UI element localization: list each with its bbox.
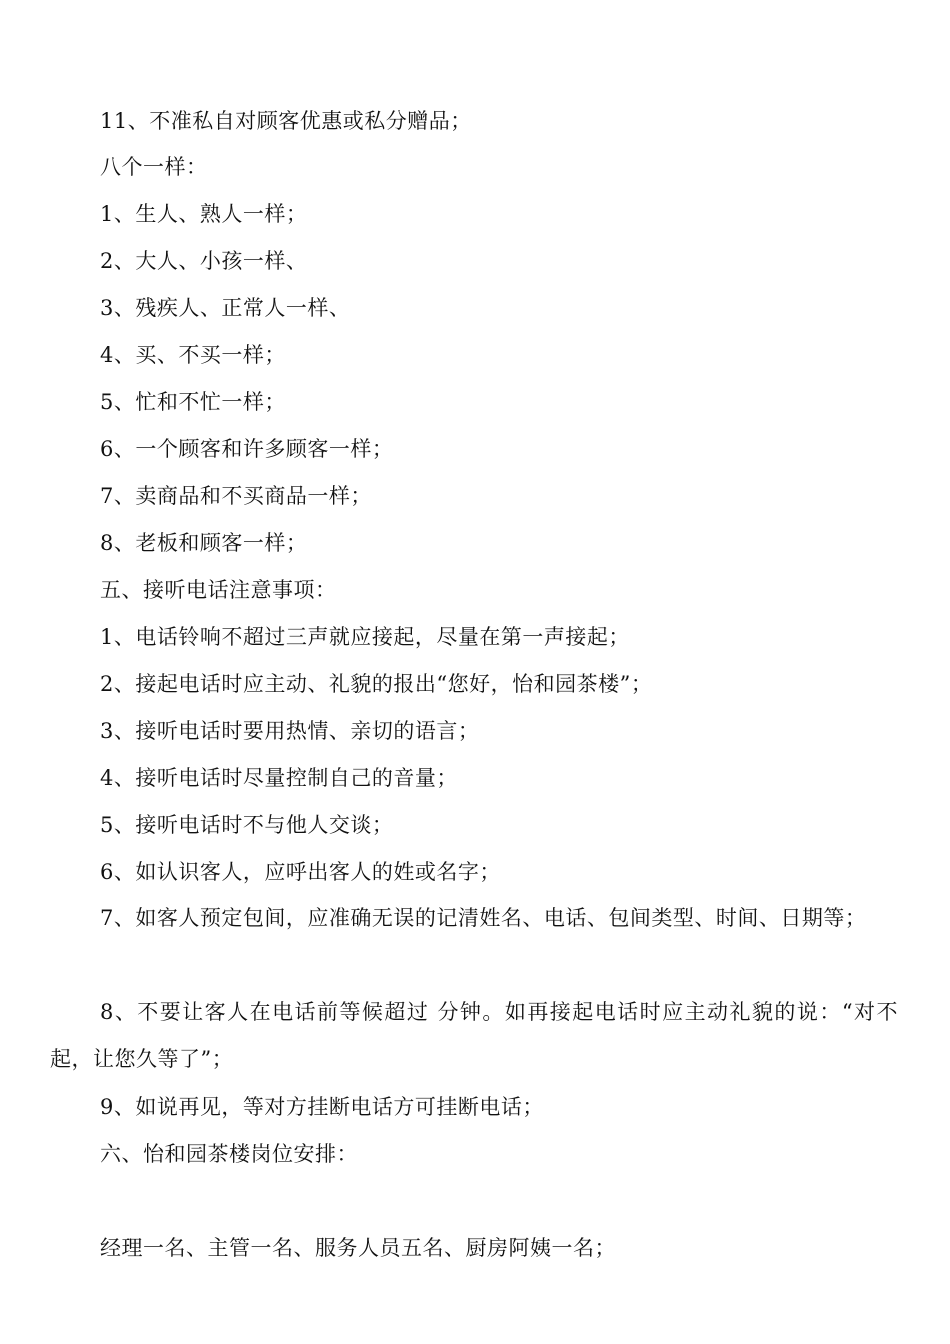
phone-section-heading: 五、接听电话注意事项：: [100, 578, 337, 602]
phone-item-5: 5、接听电话时不与他人交谈；: [100, 813, 394, 837]
eight-same-heading: 八个一样：: [100, 155, 208, 179]
rule-11-text: 11、不准私自对顾客优惠或私分赠品；: [100, 109, 472, 133]
phone-item-1: 1、电话铃响不超过三声就应接起，尽量在第一声接起；: [100, 625, 630, 649]
phone-item-9: 9、如说再见，等对方挂断电话方可挂断电话；: [100, 1095, 544, 1119]
same-item-1: 1、生人、熟人一样；: [100, 202, 308, 226]
phone-item-7: 7、如客人预定包间，应准确无误的记清姓名、电话、包间类型、时间、日期等；: [100, 906, 867, 930]
same-item-8: 8、老板和顾客一样；: [100, 531, 308, 555]
phone-item-6: 6、如认识客人，应呼出客人的姓或名字；: [100, 860, 501, 884]
same-item-4: 4、买、不买一样；: [100, 343, 286, 367]
same-item-6: 6、一个顾客和许多顾客一样；: [100, 437, 394, 461]
staffing-section-heading: 六、怡和园茶楼岗位安排：: [100, 1142, 358, 1166]
phone-item-2: 2、接起电话时应主动、礼貌的报出“您好，怡和园茶楼”；: [100, 672, 653, 696]
phone-item-8: 8、不要让客人在电话前等候超过 分钟。如再接起电话时应主动礼貌的说：“对不起，让您久等了”；: [50, 1000, 898, 1071]
same-item-5: 5、忙和不忙一样；: [100, 390, 286, 414]
staffing-list: 经理一名、主管一名、服务人员五名、厨房阿姨一名；: [100, 1236, 616, 1260]
same-item-7: 7、卖商品和不买商品一样；: [100, 484, 372, 508]
same-item-3: 3、残疾人、正常人一样、: [100, 296, 351, 320]
same-item-2: 2、大人、小孩一样、: [100, 249, 308, 273]
phone-item-4: 4、接听电话时尽量控制自己的音量；: [100, 766, 458, 790]
phone-item-3: 3、接听电话时要用热情、亲切的语言；: [100, 719, 480, 743]
